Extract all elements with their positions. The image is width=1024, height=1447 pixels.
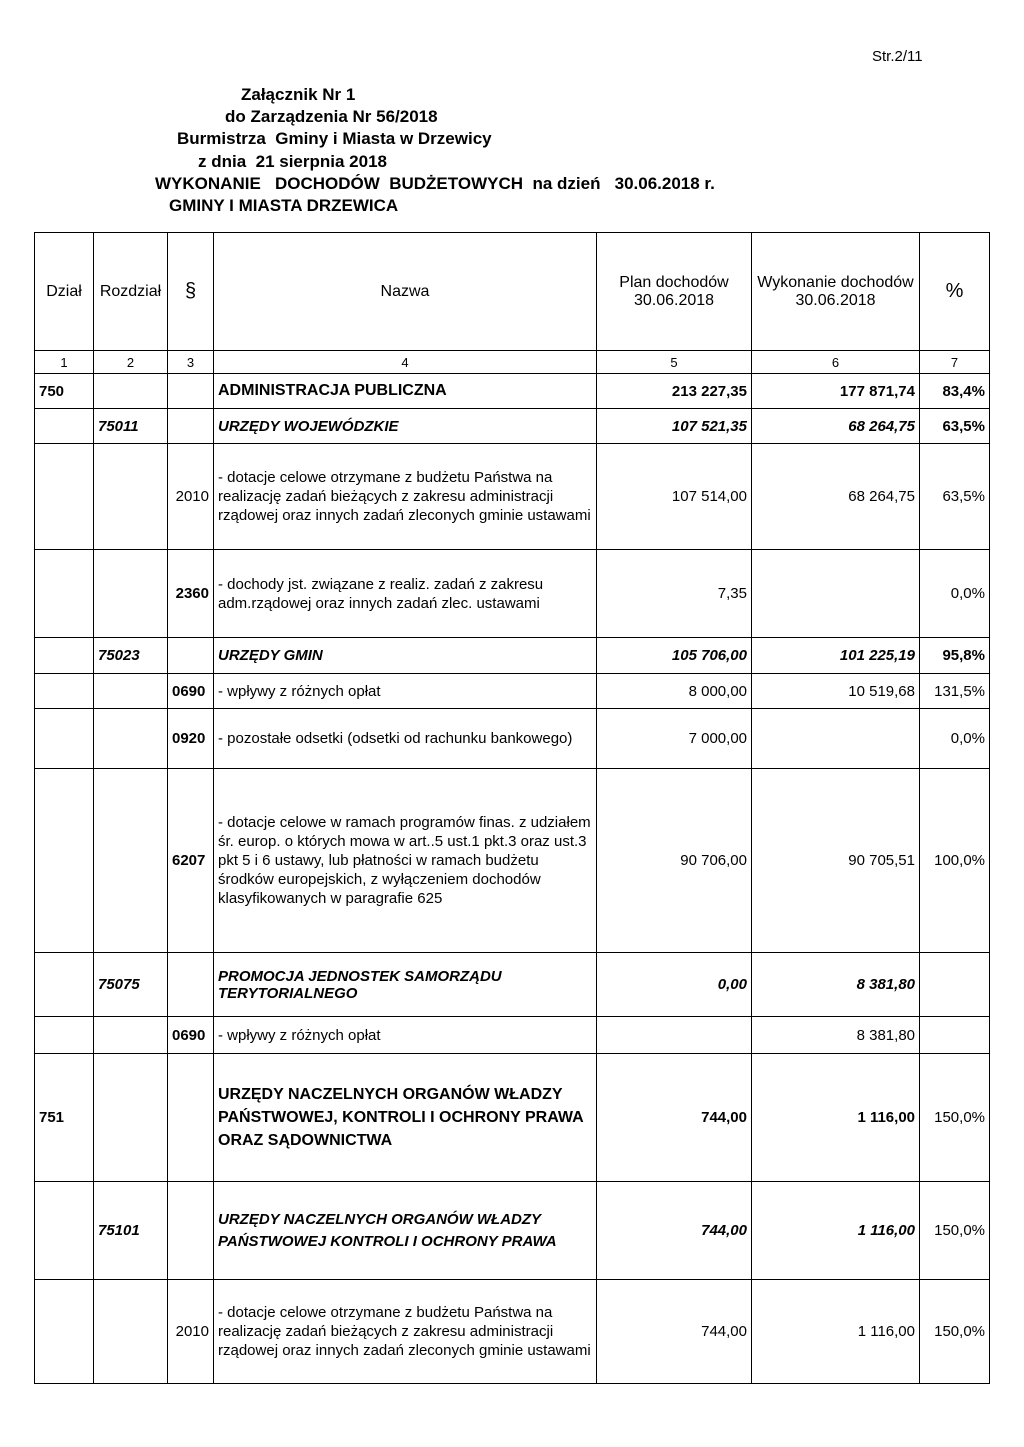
- table-row: [35, 1280, 990, 1384]
- cell-plan: 744,00: [597, 1182, 752, 1280]
- cell-plan: [597, 1017, 752, 1054]
- table-row: [35, 1054, 990, 1182]
- cell-paragraf: [168, 409, 214, 444]
- table-row: [35, 638, 990, 674]
- cell-plan: 8 000,00: [597, 674, 752, 709]
- cell-dzial: [35, 409, 94, 444]
- cell-dzial: 751: [35, 1054, 94, 1182]
- cell-rozdzial: [94, 1017, 168, 1054]
- cell-procent: 131,5%: [920, 674, 990, 709]
- revenue-table: [34, 232, 990, 1384]
- cell-plan: 213 227,35: [597, 374, 752, 409]
- cell-rozdzial: 75011: [94, 409, 168, 444]
- col-number: 2: [94, 351, 168, 374]
- table-row: [35, 409, 990, 444]
- header-line-municipality: GMINY I MIASTA DRZEWICA: [169, 196, 399, 216]
- cell-nazwa: - dotacje celowe otrzymane z budżetu Państwa na realizację zadań bieżących z zakresu administracji rządowej oraz innych zadań zleconych gminie ustawami: [214, 444, 597, 550]
- cell-procent: 150,0%: [920, 1054, 990, 1182]
- cell-rozdzial: 75101: [94, 1182, 168, 1280]
- cell-paragraf: [168, 1182, 214, 1280]
- table-header-row: [35, 233, 990, 351]
- table-row: [35, 550, 990, 638]
- cell-nazwa: - dotacje celowe w ramach programów finas. z udziałem śr. europ. o których mowa w art..5 ust.1 pkt.3 oraz ust.3 pkt 5 i 6 ustawy, lub płatności w ramach budżetu środków europejskich, z wyłączeniem dochodów klasyfikowanych w paragrafie 625: [214, 769, 597, 953]
- cell-rozdzial: [94, 1054, 168, 1182]
- col-header-wykonanie: Wykonanie dochodów 30.06.2018: [752, 233, 920, 351]
- cell-rozdzial: [94, 444, 168, 550]
- cell-nazwa: - pozostałe odsetki (odsetki od rachunku bankowego): [214, 709, 597, 769]
- cell-rozdzial: [94, 769, 168, 953]
- cell-procent: 83,4%: [920, 374, 990, 409]
- cell-nazwa: URZĘDY NACZELNYCH ORGANÓW WŁADZY PAŃSTWOWEJ KONTROLI I OCHRONY PRAWA: [214, 1182, 597, 1280]
- cell-wykonanie: [752, 550, 920, 638]
- cell-nazwa: - wpływy z różnych opłat: [214, 1017, 597, 1054]
- header-line-order: do Zarządzenia Nr 56/2018: [225, 107, 438, 127]
- cell-procent: 150,0%: [920, 1182, 990, 1280]
- col-header-dzial: Dział: [35, 233, 94, 351]
- column-number-row: [35, 351, 990, 374]
- page-number: Str.2/11: [872, 48, 923, 65]
- cell-wykonanie: 68 264,75: [752, 444, 920, 550]
- table-row: [35, 1182, 990, 1280]
- cell-nazwa: URZĘDY NACZELNYCH ORGANÓW WŁADZY PAŃSTWOWEJ, KONTROLI I OCHRONY PRAWA ORAZ SĄDOWNICTWA: [214, 1054, 597, 1182]
- cell-rozdzial: [94, 709, 168, 769]
- col-header-rozdzial: Rozdział: [94, 233, 168, 351]
- cell-procent: 150,0%: [920, 1280, 990, 1384]
- header-line-issuer: Burmistrza Gminy i Miasta w Drzewicy: [177, 129, 492, 149]
- table-row: [35, 444, 990, 550]
- cell-nazwa: - dochody jst. związane z realiz. zadań z zakresu adm.rządowej oraz innych zadań zlec. ustawami: [214, 550, 597, 638]
- cell-plan: 105 706,00: [597, 638, 752, 674]
- cell-nazwa: - wpływy z różnych opłat: [214, 674, 597, 709]
- cell-plan: 107 521,35: [597, 409, 752, 444]
- cell-procent: 63,5%: [920, 444, 990, 550]
- cell-paragraf: [168, 1054, 214, 1182]
- col-number: 7: [920, 351, 990, 374]
- cell-rozdzial: [94, 1280, 168, 1384]
- cell-plan: 90 706,00: [597, 769, 752, 953]
- cell-paragraf: 0920: [168, 709, 214, 769]
- cell-paragraf: 0690: [168, 674, 214, 709]
- col-number: 4: [214, 351, 597, 374]
- cell-dzial: [35, 953, 94, 1017]
- table-row: [35, 374, 990, 409]
- cell-wykonanie: 68 264,75: [752, 409, 920, 444]
- col-header-procent: %: [920, 233, 990, 351]
- table-row: [35, 709, 990, 769]
- cell-dzial: [35, 444, 94, 550]
- cell-dzial: [35, 769, 94, 953]
- cell-wykonanie: 8 381,80: [752, 1017, 920, 1054]
- cell-paragraf: 2010: [168, 444, 214, 550]
- cell-procent: 95,8%: [920, 638, 990, 674]
- header-line-report: WYKONANIE DOCHODÓW BUDŻETOWYCH na dzień 30.06.2018 r.: [155, 173, 715, 193]
- table-row: [35, 1017, 990, 1054]
- cell-plan: 0,00: [597, 953, 752, 1017]
- table-row: [35, 674, 990, 709]
- cell-procent: 100,0%: [920, 769, 990, 953]
- col-header-nazwa: Nazwa: [214, 233, 597, 351]
- cell-dzial: [35, 1280, 94, 1384]
- cell-paragraf: [168, 953, 214, 1017]
- cell-nazwa: - dotacje celowe otrzymane z budżetu Państwa na realizację zadań bieżących z zakresu administracji rządowej oraz innych zadań zleconych gminie ustawami: [214, 1280, 597, 1384]
- cell-paragraf: 2360: [168, 550, 214, 638]
- cell-wykonanie: [752, 709, 920, 769]
- cell-rozdzial: [94, 674, 168, 709]
- col-number: 5: [597, 351, 752, 374]
- cell-paragraf: 6207: [168, 769, 214, 953]
- cell-paragraf: [168, 374, 214, 409]
- cell-plan: 107 514,00: [597, 444, 752, 550]
- cell-plan: 7 000,00: [597, 709, 752, 769]
- col-number: 1: [35, 351, 94, 374]
- cell-dzial: [35, 638, 94, 674]
- cell-procent: [920, 1017, 990, 1054]
- cell-procent: [920, 953, 990, 1017]
- cell-dzial: [35, 1182, 94, 1280]
- cell-wykonanie: 177 871,74: [752, 374, 920, 409]
- cell-nazwa: URZĘDY WOJEWÓDZKIE: [214, 409, 597, 444]
- header-line-date: z dnia 21 sierpnia 2018: [198, 151, 387, 171]
- cell-dzial: [35, 550, 94, 638]
- cell-paragraf: 0690: [168, 1017, 214, 1054]
- cell-plan: 744,00: [597, 1054, 752, 1182]
- cell-dzial: [35, 709, 94, 769]
- col-header-plan: Plan dochodów 30.06.2018: [597, 233, 752, 351]
- cell-rozdzial: [94, 550, 168, 638]
- cell-dzial: 750: [35, 374, 94, 409]
- cell-rozdzial: 75023: [94, 638, 168, 674]
- cell-wykonanie: 90 705,51: [752, 769, 920, 953]
- col-number: 6: [752, 351, 920, 374]
- document-header: [155, 84, 715, 217]
- cell-wykonanie: 8 381,80: [752, 953, 920, 1017]
- cell-paragraf: [168, 638, 214, 674]
- cell-wykonanie: 1 116,00: [752, 1182, 920, 1280]
- cell-rozdzial: 75075: [94, 953, 168, 1017]
- cell-paragraf: 2010: [168, 1280, 214, 1384]
- cell-nazwa: ADMINISTRACJA PUBLICZNA: [214, 374, 597, 409]
- cell-procent: 0,0%: [920, 550, 990, 638]
- cell-nazwa: PROMOCJA JEDNOSTEK SAMORZĄDU TERYTORIALNEGO: [214, 953, 597, 1017]
- cell-wykonanie: 10 519,68: [752, 674, 920, 709]
- cell-wykonanie: 101 225,19: [752, 638, 920, 674]
- cell-nazwa: URZĘDY GMIN: [214, 638, 597, 674]
- cell-rozdzial: [94, 374, 168, 409]
- table-row: [35, 953, 990, 1017]
- cell-plan: 744,00: [597, 1280, 752, 1384]
- cell-plan: 7,35: [597, 550, 752, 638]
- cell-dzial: [35, 1017, 94, 1054]
- cell-wykonanie: 1 116,00: [752, 1054, 920, 1182]
- cell-wykonanie: 1 116,00: [752, 1280, 920, 1384]
- cell-procent: 63,5%: [920, 409, 990, 444]
- table-row: [35, 769, 990, 953]
- cell-dzial: [35, 674, 94, 709]
- col-number: 3: [168, 351, 214, 374]
- header-line-title: Załącznik Nr 1: [241, 85, 356, 104]
- col-header-paragraf: §: [168, 233, 214, 351]
- cell-procent: 0,0%: [920, 709, 990, 769]
